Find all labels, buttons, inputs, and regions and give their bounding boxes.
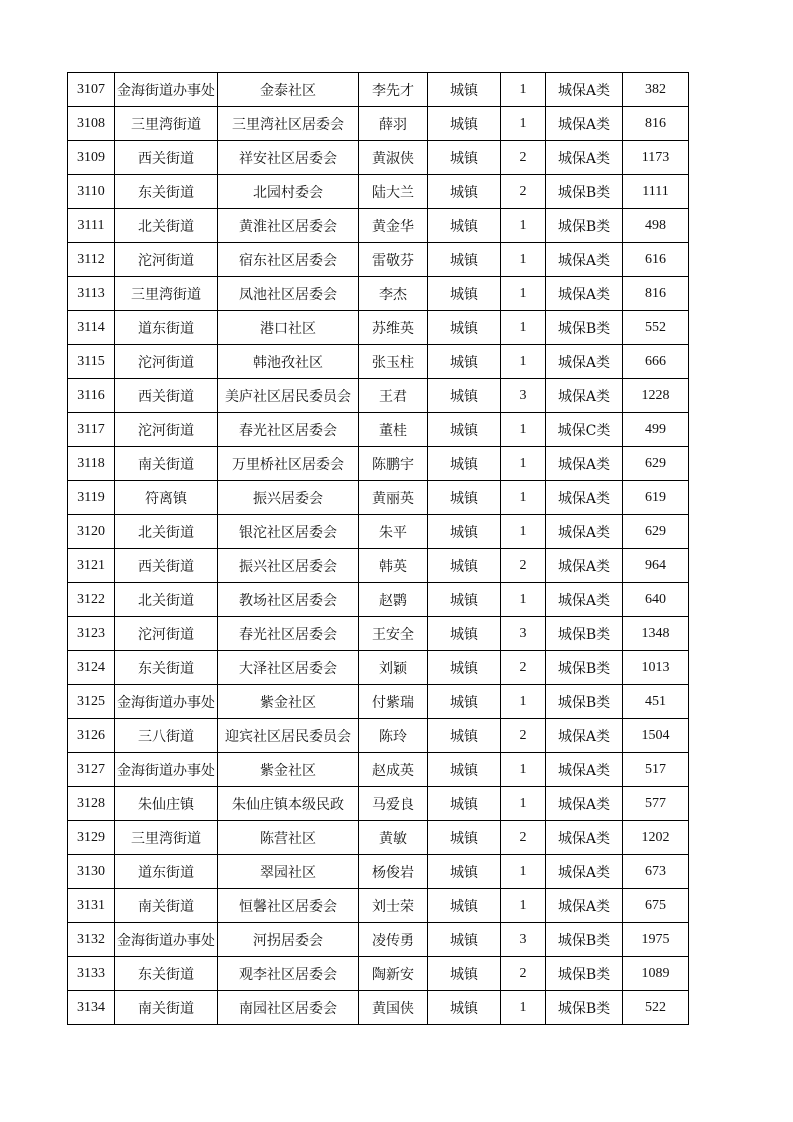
- cell-person-name: 黄敏: [359, 821, 428, 855]
- cell-insurance-category: 城保A类: [546, 549, 623, 583]
- cell-amount: 673: [623, 855, 689, 889]
- cell-area-type: 城镇: [428, 413, 501, 447]
- cell-insurance-category: 城保B类: [546, 311, 623, 345]
- cell-person-name: 黄国侠: [359, 991, 428, 1025]
- cell-community: 宿东社区居委会: [218, 243, 359, 277]
- cell-insurance-category: 城保B类: [546, 209, 623, 243]
- cell-street: 沱河街道: [115, 413, 218, 447]
- cell-serial-number: 3108: [68, 107, 115, 141]
- cell-area-type: 城镇: [428, 991, 501, 1025]
- cell-insurance-category: 城保A类: [546, 107, 623, 141]
- roster-table: [67, 72, 689, 1025]
- cell-street: 东关街道: [115, 175, 218, 209]
- cell-area-type: 城镇: [428, 379, 501, 413]
- cell-household-count: 1: [501, 311, 546, 345]
- cell-area-type: 城镇: [428, 311, 501, 345]
- cell-household-count: 1: [501, 243, 546, 277]
- cell-area-type: 城镇: [428, 685, 501, 719]
- cell-community: 紫金社区: [218, 753, 359, 787]
- cell-person-name: 王安全: [359, 617, 428, 651]
- cell-street: 西关街道: [115, 549, 218, 583]
- cell-community: 韩池孜社区: [218, 345, 359, 379]
- cell-insurance-category: 城保B类: [546, 923, 623, 957]
- cell-household-count: 2: [501, 549, 546, 583]
- cell-serial-number: 3134: [68, 991, 115, 1025]
- table-row: [68, 719, 689, 753]
- cell-community: 黄淮社区居委会: [218, 209, 359, 243]
- cell-insurance-category: 城保A类: [546, 855, 623, 889]
- cell-person-name: 朱平: [359, 515, 428, 549]
- table-row: [68, 821, 689, 855]
- cell-amount: 816: [623, 107, 689, 141]
- cell-household-count: 2: [501, 141, 546, 175]
- cell-area-type: 城镇: [428, 175, 501, 209]
- table-row: [68, 107, 689, 141]
- cell-serial-number: 3114: [68, 311, 115, 345]
- cell-person-name: 杨俊岩: [359, 855, 428, 889]
- cell-amount: 619: [623, 481, 689, 515]
- cell-person-name: 黄淑侠: [359, 141, 428, 175]
- cell-insurance-category: 城保C类: [546, 413, 623, 447]
- cell-community: 万里桥社区居委会: [218, 447, 359, 481]
- cell-serial-number: 3123: [68, 617, 115, 651]
- cell-area-type: 城镇: [428, 345, 501, 379]
- cell-household-count: 1: [501, 277, 546, 311]
- cell-household-count: 3: [501, 923, 546, 957]
- cell-street: 道东街道: [115, 855, 218, 889]
- cell-household-count: 2: [501, 651, 546, 685]
- cell-street: 金海街道办事处: [115, 923, 218, 957]
- cell-serial-number: 3132: [68, 923, 115, 957]
- cell-household-count: 1: [501, 107, 546, 141]
- cell-insurance-category: 城保B类: [546, 175, 623, 209]
- table-row: [68, 991, 689, 1025]
- cell-amount: 499: [623, 413, 689, 447]
- cell-serial-number: 3118: [68, 447, 115, 481]
- cell-amount: 577: [623, 787, 689, 821]
- cell-household-count: 1: [501, 685, 546, 719]
- cell-insurance-category: 城保B类: [546, 617, 623, 651]
- cell-street: 三里湾街道: [115, 107, 218, 141]
- cell-street: 南关街道: [115, 889, 218, 923]
- cell-person-name: 李先才: [359, 73, 428, 107]
- cell-household-count: 2: [501, 957, 546, 991]
- cell-insurance-category: 城保A类: [546, 277, 623, 311]
- cell-serial-number: 3110: [68, 175, 115, 209]
- cell-serial-number: 3117: [68, 413, 115, 447]
- cell-area-type: 城镇: [428, 549, 501, 583]
- cell-serial-number: 3120: [68, 515, 115, 549]
- cell-insurance-category: 城保A类: [546, 719, 623, 753]
- cell-household-count: 1: [501, 855, 546, 889]
- cell-serial-number: 3112: [68, 243, 115, 277]
- table-row: [68, 957, 689, 991]
- cell-area-type: 城镇: [428, 889, 501, 923]
- cell-insurance-category: 城保A类: [546, 447, 623, 481]
- cell-household-count: 1: [501, 413, 546, 447]
- cell-person-name: 赵鹮: [359, 583, 428, 617]
- cell-area-type: 城镇: [428, 787, 501, 821]
- cell-amount: 629: [623, 447, 689, 481]
- cell-street: 东关街道: [115, 957, 218, 991]
- cell-insurance-category: 城保A类: [546, 583, 623, 617]
- table-row: [68, 481, 689, 515]
- cell-community: 恒馨社区居委会: [218, 889, 359, 923]
- cell-insurance-category: 城保B类: [546, 651, 623, 685]
- cell-person-name: 张玉柱: [359, 345, 428, 379]
- cell-household-count: 1: [501, 889, 546, 923]
- cell-serial-number: 3124: [68, 651, 115, 685]
- cell-serial-number: 3128: [68, 787, 115, 821]
- cell-household-count: 1: [501, 787, 546, 821]
- cell-community: 美庐社区居民委员会: [218, 379, 359, 413]
- cell-area-type: 城镇: [428, 141, 501, 175]
- cell-community: 三里湾社区居委会: [218, 107, 359, 141]
- cell-street: 符离镇: [115, 481, 218, 515]
- cell-area-type: 城镇: [428, 447, 501, 481]
- cell-area-type: 城镇: [428, 719, 501, 753]
- table-row: [68, 413, 689, 447]
- cell-community: 紫金社区: [218, 685, 359, 719]
- cell-amount: 1173: [623, 141, 689, 175]
- cell-amount: 451: [623, 685, 689, 719]
- table-row: [68, 515, 689, 549]
- cell-street: 三里湾街道: [115, 821, 218, 855]
- table-row: [68, 549, 689, 583]
- cell-serial-number: 3133: [68, 957, 115, 991]
- cell-serial-number: 3127: [68, 753, 115, 787]
- cell-household-count: 1: [501, 515, 546, 549]
- cell-area-type: 城镇: [428, 481, 501, 515]
- cell-insurance-category: 城保A类: [546, 345, 623, 379]
- cell-insurance-category: 城保B类: [546, 957, 623, 991]
- cell-community: 陈营社区: [218, 821, 359, 855]
- cell-insurance-category: 城保A类: [546, 379, 623, 413]
- cell-street: 道东街道: [115, 311, 218, 345]
- cell-person-name: 雷敬芬: [359, 243, 428, 277]
- cell-insurance-category: 城保A类: [546, 73, 623, 107]
- cell-serial-number: 3109: [68, 141, 115, 175]
- cell-area-type: 城镇: [428, 583, 501, 617]
- cell-street: 朱仙庄镇: [115, 787, 218, 821]
- cell-area-type: 城镇: [428, 855, 501, 889]
- cell-person-name: 陶新安: [359, 957, 428, 991]
- cell-insurance-category: 城保B类: [546, 991, 623, 1025]
- table-row: [68, 447, 689, 481]
- table-row: [68, 73, 689, 107]
- cell-area-type: 城镇: [428, 821, 501, 855]
- cell-amount: 640: [623, 583, 689, 617]
- cell-community: 振兴社区居委会: [218, 549, 359, 583]
- cell-community: 祥安社区居委会: [218, 141, 359, 175]
- cell-street: 金海街道办事处: [115, 753, 218, 787]
- cell-household-count: 1: [501, 753, 546, 787]
- cell-amount: 498: [623, 209, 689, 243]
- table-row: [68, 379, 689, 413]
- cell-serial-number: 3122: [68, 583, 115, 617]
- cell-household-count: 1: [501, 209, 546, 243]
- cell-person-name: 苏维英: [359, 311, 428, 345]
- table-row: [68, 311, 689, 345]
- table-row: [68, 651, 689, 685]
- cell-community: 金泰社区: [218, 73, 359, 107]
- table-row: [68, 345, 689, 379]
- cell-household-count: 1: [501, 345, 546, 379]
- table-row: [68, 889, 689, 923]
- cell-street: 三八街道: [115, 719, 218, 753]
- cell-area-type: 城镇: [428, 753, 501, 787]
- cell-person-name: 陈鹏宇: [359, 447, 428, 481]
- cell-person-name: 凌传勇: [359, 923, 428, 957]
- cell-serial-number: 3126: [68, 719, 115, 753]
- cell-amount: 1975: [623, 923, 689, 957]
- cell-area-type: 城镇: [428, 515, 501, 549]
- cell-community: 春光社区居委会: [218, 617, 359, 651]
- cell-serial-number: 3119: [68, 481, 115, 515]
- cell-area-type: 城镇: [428, 209, 501, 243]
- table-row: [68, 209, 689, 243]
- table-row: [68, 753, 689, 787]
- cell-insurance-category: 城保A类: [546, 787, 623, 821]
- cell-community: 北园村委会: [218, 175, 359, 209]
- cell-street: 金海街道办事处: [115, 685, 218, 719]
- table-row: [68, 243, 689, 277]
- cell-community: 迎宾社区居民委员会: [218, 719, 359, 753]
- cell-serial-number: 3121: [68, 549, 115, 583]
- cell-street: 西关街道: [115, 141, 218, 175]
- cell-person-name: 刘颖: [359, 651, 428, 685]
- cell-household-count: 2: [501, 821, 546, 855]
- cell-community: 振兴居委会: [218, 481, 359, 515]
- table-row: [68, 617, 689, 651]
- cell-area-type: 城镇: [428, 107, 501, 141]
- cell-area-type: 城镇: [428, 923, 501, 957]
- cell-area-type: 城镇: [428, 277, 501, 311]
- cell-amount: 1228: [623, 379, 689, 413]
- cell-street: 沱河街道: [115, 345, 218, 379]
- cell-insurance-category: 城保A类: [546, 753, 623, 787]
- cell-person-name: 李杰: [359, 277, 428, 311]
- cell-community: 观李社区居委会: [218, 957, 359, 991]
- cell-household-count: 1: [501, 991, 546, 1025]
- cell-area-type: 城镇: [428, 617, 501, 651]
- cell-serial-number: 3131: [68, 889, 115, 923]
- cell-community: 翠园社区: [218, 855, 359, 889]
- table-row: [68, 855, 689, 889]
- cell-street: 三里湾街道: [115, 277, 218, 311]
- cell-insurance-category: 城保A类: [546, 821, 623, 855]
- cell-household-count: 3: [501, 617, 546, 651]
- table-row: [68, 583, 689, 617]
- cell-person-name: 董桂: [359, 413, 428, 447]
- cell-person-name: 赵成英: [359, 753, 428, 787]
- cell-insurance-category: 城保A类: [546, 889, 623, 923]
- cell-community: 凤池社区居委会: [218, 277, 359, 311]
- cell-area-type: 城镇: [428, 243, 501, 277]
- cell-community: 河拐居委会: [218, 923, 359, 957]
- cell-amount: 382: [623, 73, 689, 107]
- cell-insurance-category: 城保A类: [546, 243, 623, 277]
- cell-community: 朱仙庄镇本级民政: [218, 787, 359, 821]
- cell-amount: 629: [623, 515, 689, 549]
- cell-serial-number: 3115: [68, 345, 115, 379]
- cell-amount: 1504: [623, 719, 689, 753]
- cell-person-name: 陆大兰: [359, 175, 428, 209]
- cell-serial-number: 3130: [68, 855, 115, 889]
- cell-household-count: 1: [501, 583, 546, 617]
- cell-street: 北关街道: [115, 515, 218, 549]
- cell-amount: 1089: [623, 957, 689, 991]
- cell-amount: 522: [623, 991, 689, 1025]
- cell-community: 南园社区居委会: [218, 991, 359, 1025]
- cell-person-name: 韩英: [359, 549, 428, 583]
- cell-insurance-category: 城保A类: [546, 141, 623, 175]
- table-row: [68, 175, 689, 209]
- cell-street: 金海街道办事处: [115, 73, 218, 107]
- cell-community: 春光社区居委会: [218, 413, 359, 447]
- cell-household-count: 1: [501, 73, 546, 107]
- cell-community: 港口社区: [218, 311, 359, 345]
- cell-amount: 616: [623, 243, 689, 277]
- cell-person-name: 付紫瑞: [359, 685, 428, 719]
- cell-community: 教场社区居委会: [218, 583, 359, 617]
- cell-household-count: 2: [501, 175, 546, 209]
- cell-street: 北关街道: [115, 209, 218, 243]
- cell-street: 东关街道: [115, 651, 218, 685]
- cell-street: 北关街道: [115, 583, 218, 617]
- cell-person-name: 陈玲: [359, 719, 428, 753]
- cell-street: 沱河街道: [115, 243, 218, 277]
- cell-person-name: 黄丽英: [359, 481, 428, 515]
- cell-amount: 1111: [623, 175, 689, 209]
- cell-person-name: 刘士荣: [359, 889, 428, 923]
- table-row: [68, 685, 689, 719]
- cell-serial-number: 3129: [68, 821, 115, 855]
- cell-insurance-category: 城保B类: [546, 685, 623, 719]
- cell-amount: 552: [623, 311, 689, 345]
- cell-amount: 1348: [623, 617, 689, 651]
- cell-person-name: 薛羽: [359, 107, 428, 141]
- cell-street: 南关街道: [115, 991, 218, 1025]
- cell-amount: 1202: [623, 821, 689, 855]
- cell-amount: 517: [623, 753, 689, 787]
- cell-street: 西关街道: [115, 379, 218, 413]
- cell-area-type: 城镇: [428, 73, 501, 107]
- table-row: [68, 141, 689, 175]
- cell-household-count: 3: [501, 379, 546, 413]
- cell-community: 银沱社区居委会: [218, 515, 359, 549]
- cell-serial-number: 3116: [68, 379, 115, 413]
- cell-area-type: 城镇: [428, 651, 501, 685]
- cell-serial-number: 3125: [68, 685, 115, 719]
- table-row: [68, 923, 689, 957]
- table-row: [68, 787, 689, 821]
- cell-amount: 675: [623, 889, 689, 923]
- cell-serial-number: 3107: [68, 73, 115, 107]
- cell-household-count: 2: [501, 719, 546, 753]
- cell-person-name: 黄金华: [359, 209, 428, 243]
- roster-body: [68, 73, 689, 1025]
- cell-insurance-category: 城保A类: [546, 515, 623, 549]
- cell-person-name: 王君: [359, 379, 428, 413]
- cell-person-name: 马爱良: [359, 787, 428, 821]
- cell-serial-number: 3113: [68, 277, 115, 311]
- cell-amount: 1013: [623, 651, 689, 685]
- cell-insurance-category: 城保A类: [546, 481, 623, 515]
- cell-street: 南关街道: [115, 447, 218, 481]
- cell-serial-number: 3111: [68, 209, 115, 243]
- cell-area-type: 城镇: [428, 957, 501, 991]
- cell-community: 大泽社区居委会: [218, 651, 359, 685]
- cell-amount: 964: [623, 549, 689, 583]
- cell-household-count: 1: [501, 447, 546, 481]
- cell-household-count: 1: [501, 481, 546, 515]
- cell-amount: 816: [623, 277, 689, 311]
- table-row: [68, 277, 689, 311]
- cell-amount: 666: [623, 345, 689, 379]
- cell-street: 沱河街道: [115, 617, 218, 651]
